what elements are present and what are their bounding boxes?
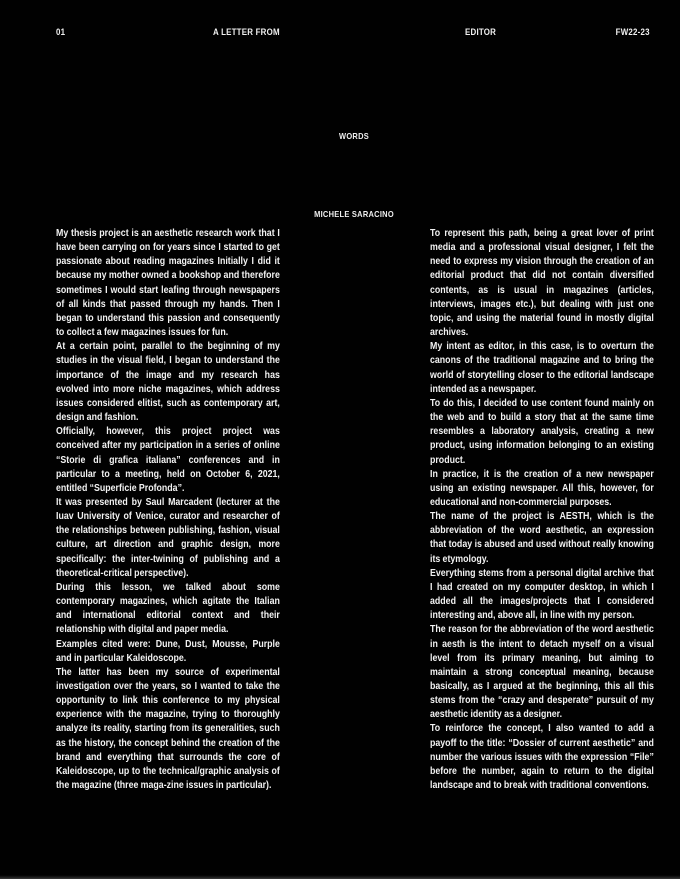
article-paragraph: It was presented by Saul Marcadent (lecturer at the Iuav University of Venice, curator and researcher of the relationships between publishing, fashion, visual culture, art direction and graphic design, more specifically: the inter-twining of publishing and a theoretical-critical perspective). [56, 496, 280, 579]
article-paragraph: To represent this path, being a great lover of print media and a professional visual designer, I felt the need to express my vision through the creation of an editorial product that did not contain diversified contents, as is usual in magazines (articles, interviews, images etc.), but dealing with just one topic, and using the material found in mostly digital archives. [430, 228, 654, 339]
article-paragraph: Examples cited were: Dune, Dust, Mousse, Purple and in particular Kaleidoscope. [56, 638, 280, 664]
article-paragraph: Everything stems from a personal digital archive that I had created on my computer desktop, in which I added all the images/projects that I considered interesting and, above all, in line with my person. [430, 567, 654, 622]
article-right-column [430, 227, 654, 793]
page-number: 01 [56, 27, 66, 37]
article-paragraph: To do this, I decided to use content found mainly on the web and to build a story that at the same time resembles a laboratory analysis, creating a new product, using information belonging to an existing product. [430, 397, 654, 466]
article-paragraph: The latter has been my source of experimental investigation over the years, so I wanted to take the opportunity to link this conference to my physical experience with the magazine, trying to thoroughly analyze its reality, starting from its generalities, such as the history, the concept behind the creation of the brand and everything that surrounds the core of Kaleidoscope, up to the technical/graphic analysis of the magazine (three maga-zine issues in particular). [56, 666, 280, 792]
article-paragraph: The name of the project is AESTH, which is the abbreviation of the word aesthetic, an expression that today is abused and used without really knowing its etymology. [430, 511, 654, 565]
article-paragraph: During this lesson, we talked about some contemporary magazines, which agitate the Italian and international editorial context and their relationship with digital and paper media. [56, 581, 280, 636]
article-paragraph: To reinforce the concept, I also wanted to add a payoff to the title: “Dossier of current aesthetic” and number the various issues with the expression “File” before the number, again to return to the digital landscape and to break with traditional conventions. [430, 723, 654, 792]
byline-words-label: WORDS [338, 131, 370, 141]
header-section-title: EDITOR [465, 27, 497, 37]
article-paragraph: My thesis project is an aesthetic research work that I have been carrying on for years since I started to get passionate about reading magazines Initially I did it because my mother owned a bookshop and therefore sometimes I would start leafing through newspapers of all kinds that passed through my hands. Then I began to understand this passion and consequently to collect a few magazines issues for fun. [56, 228, 280, 339]
article-left-column [56, 227, 280, 793]
header-season-label: FW22-23 [615, 27, 650, 37]
article-paragraph: In practice, it is the creation of a new newspaper using an existing newspaper. All this, however, for educational and non-commercial purposes. [430, 468, 654, 508]
article-paragraph: At a certain point, parallel to the beginning of my studies in the visual field, I began to understand the importance of the image and my research has evolved into more niche magazines, which address issues considered elitist, such as contemporary art, design and fashion. [56, 341, 280, 424]
article-paragraph: Officially, however, this project project was conceived after my participation in a series of online “Storie di grafica italiana” conferences and in particular to a meeting, held on October 6, 2021, entitled “Superficie Profonda”. [56, 426, 280, 494]
page-bottom-edge [0, 875, 680, 879]
article-paragraph: My intent as editor, in this case, is to overturn the canons of the traditional magazine and to bring the world of storytelling closer to the editorial landscape intended as a newspaper. [430, 341, 654, 395]
article-paragraph: The reason for the abbreviation of the word aesthetic in aesth is the intent to detach myself on a visual level from its primary meaning, but aiming to maintain a strong conceptual meaning, because basically, as I argued at the beginning, this all this stems from the “crazy and desperate” pursuit of my aesthetic identity as a designer. [430, 624, 654, 721]
header-section-label: A LETTER FROM [213, 27, 280, 37]
byline-author-name: MICHELE SARACINO [314, 209, 394, 219]
